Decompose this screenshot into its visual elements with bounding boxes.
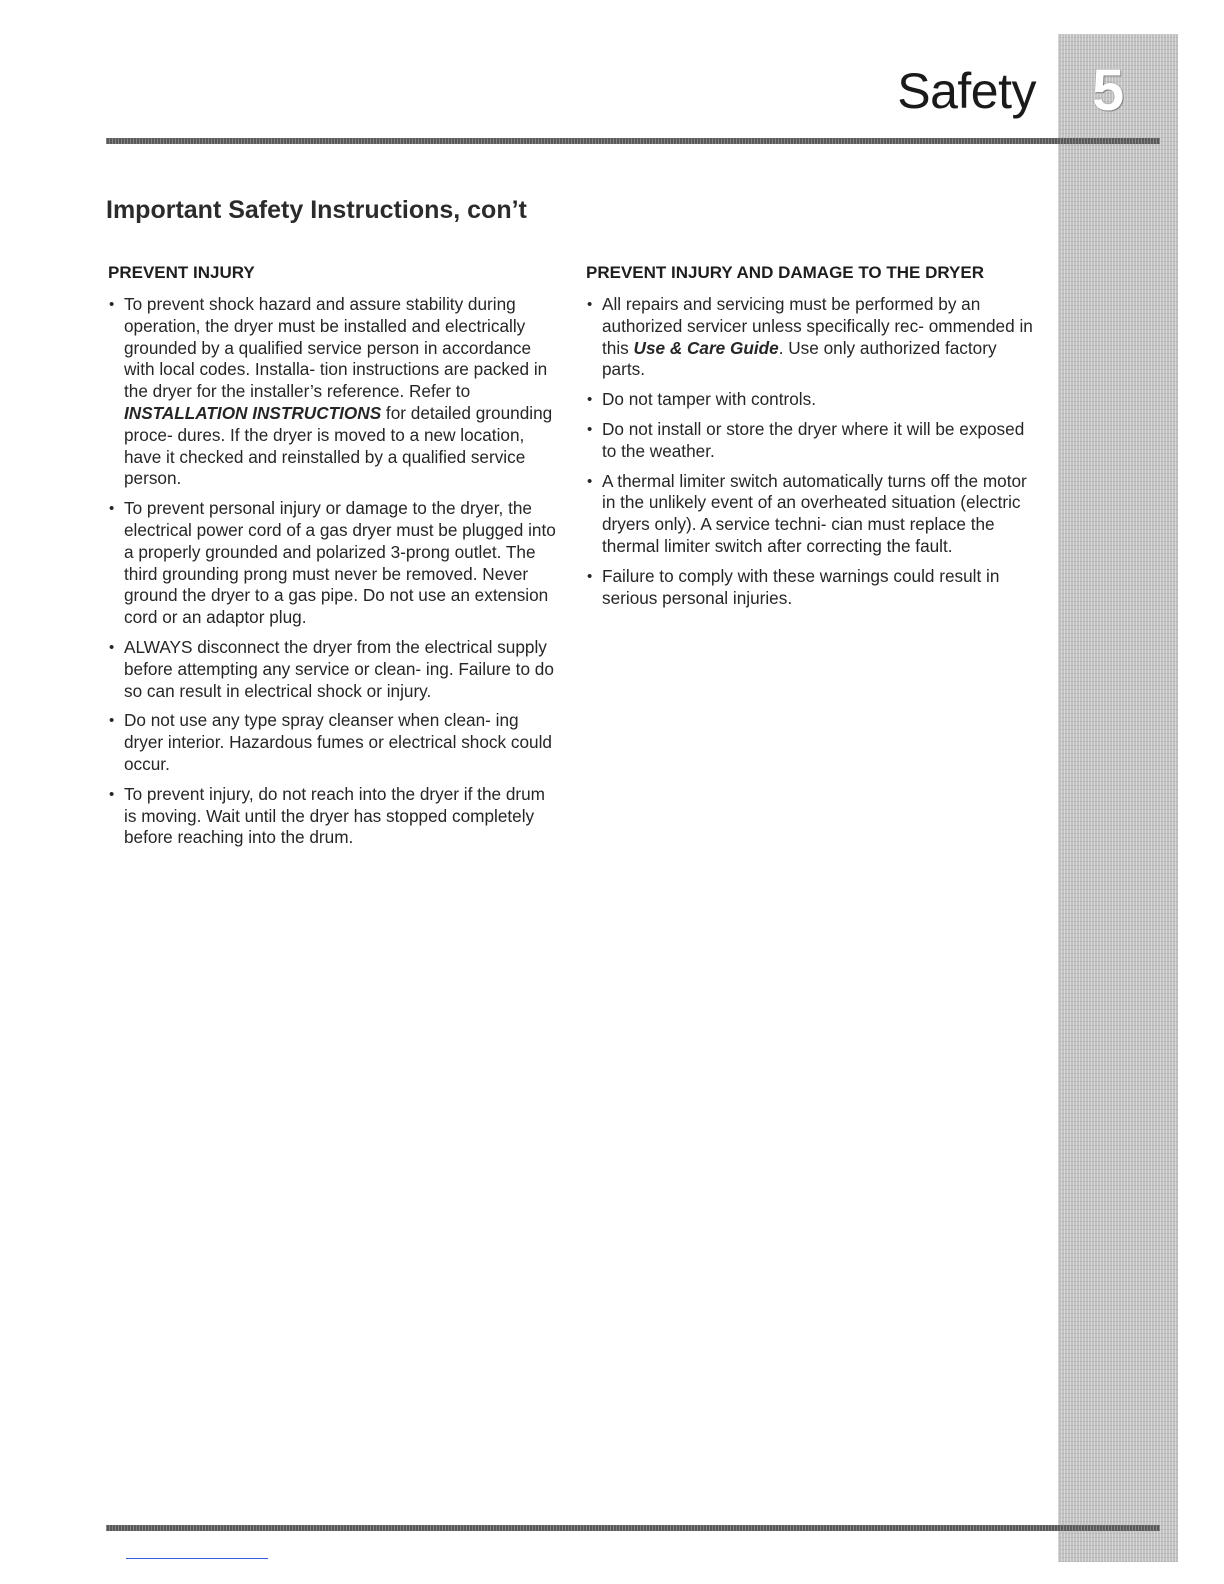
list-item: • To prevent personal injury or damage to the dryer, the electrical power cord of a gas dryer must be plugged into a properly grounded and polarized 3-prong outlet. The third grounding prong must never be removed. Never ground the dryer to a gas pipe. Do not use an extension cord or an adaptor plug. [109,498,556,628]
list-item: • Failure to comply with these warnings could result in serious personal injuries. [587,565,1000,608]
right-column [584,262,1036,617]
bullet-icon: • [109,500,115,518]
list-item: • All repairs and servicing must be performed by an authorized servicer unless specifically rec- ommended in this Use & Care Guide. Use only authorized factory parts. [587,294,1033,380]
chapter-title: Safety [897,63,1036,119]
bullet-icon: • [587,567,593,585]
bullet-icon: • [587,296,593,313]
header-rule [106,138,1160,144]
left-column [106,262,562,857]
bullet-icon: • [587,391,593,409]
bullet-icon: • [109,296,115,313]
list-item: • Do not install or store the dryer where it will be exposed to the weather. [587,418,1025,461]
footer-rule [106,1525,1160,1531]
right-bullet-list [584,294,1036,609]
list-item: • To prevent injury, do not reach into the dryer if the drum is moving. Wait until the dryer has stopped completely before reaching into the drum. [109,783,545,848]
list-item: • Do not use any type spray cleanser when clean- ing dryer interior. Hazardous fumes or electrical shock could occur. [109,710,552,774]
footer-link-underline [126,1558,268,1559]
list-item: • ALWAYS disconnect the dryer from the electrical supply before attempting any service or clean- ing. Failure to do so can result in electrical shock or injury. [109,636,554,701]
left-column-heading: PREVENT INJURY [108,263,255,282]
chapter-side-tab [1058,34,1178,1562]
bullet-icon: • [109,712,115,730]
list-item: • Do not tamper with controls. [587,389,816,410]
bullet-icon: • [109,785,115,803]
bullet-icon: • [109,638,115,656]
right-column-heading: PREVENT INJURY AND DAMAGE TO THE DRYER [586,263,984,282]
bullet-icon: • [587,472,593,490]
bullet-icon: • [587,420,593,438]
left-bullet-list [106,294,562,849]
list-item: • To prevent shock hazard and assure stability during operation, the dryer must be installed and electrically grounded by a qualified service person in accordance with local codes. Installa- tion instructions are packed in the dryer for the installer’s reference. Refer to INSTALLATION INSTRUCTIONS for detailed grounding proce- dures. If the dryer is moved to a new location, have it checked and reinstalled by a qualified service person. [109,294,553,489]
section-heading: Important Safety Instructions, con’t [106,196,527,224]
page-number: 5 [1092,58,1125,123]
list-item: • A thermal limiter switch automatically turns off the motor in the unlikely event of an overheated situation (electric dryers only). A service techni- cian must replace the thermal limiter switch after correcting the fault. [587,470,1027,556]
